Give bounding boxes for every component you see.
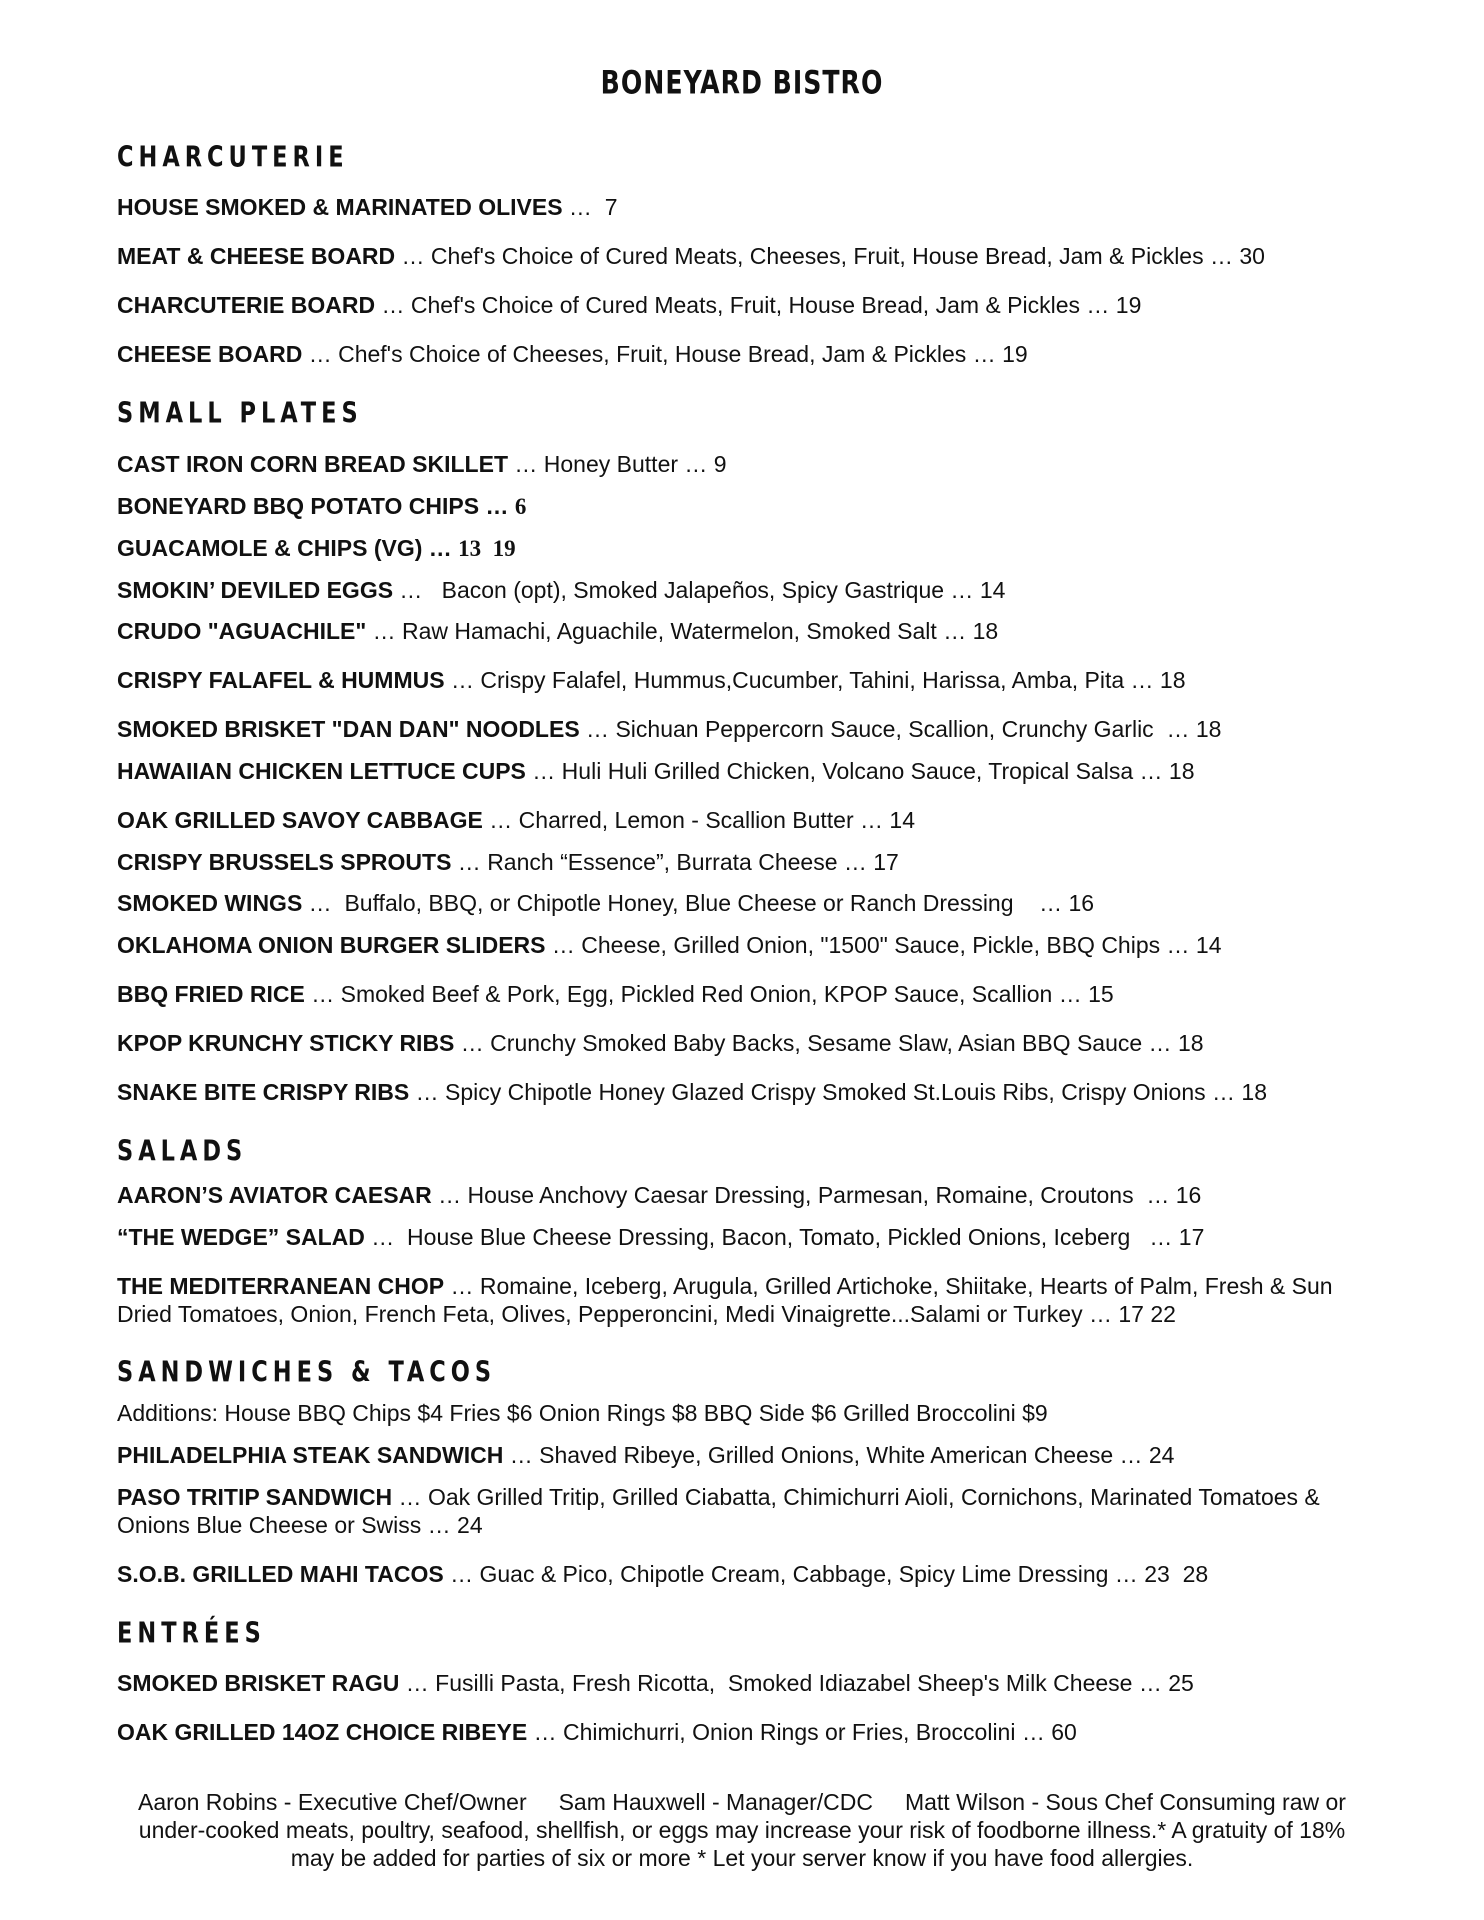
- item-price: 6: [514, 494, 527, 519]
- item-name: “THE WEDGE” SALAD: [117, 1224, 365, 1250]
- item-detail: … Charred, Lemon - Scallion Butter … 14: [482, 807, 915, 833]
- item-detail: … Huli Huli Grilled Chicken, Volcano Sauce, Tropical Salsa … 18: [525, 758, 1195, 784]
- item-name: BONEYARD BBQ POTATO CHIPS …: [117, 493, 515, 519]
- item-name: CAST IRON CORN BREAD SKILLET: [117, 451, 508, 477]
- section-heading-small-plates: SMALL PLATES: [117, 395, 363, 430]
- item-name: GUACAMOLE & CHIPS (VG) …: [117, 535, 459, 561]
- item-detail: … Shaved Ribeye, Grilled Onions, White American Cheese … 24: [503, 1442, 1175, 1468]
- item-detail: … House Anchovy Caesar Dressing, Parmesan, Romaine, Croutons … 16: [431, 1182, 1202, 1208]
- item-detail: … Smoked Beef & Pork, Egg, Pickled Red Onion, KPOP Sauce, Scallion … 15: [304, 981, 1114, 1007]
- menu-item: [117, 576, 1367, 604]
- item-name: PHILADELPHIA STEAK SANDWICH: [117, 1442, 504, 1468]
- item-name: KPOP KRUNCHY STICKY RIBS: [117, 1030, 455, 1056]
- item-detail: … Spicy Chipotle Honey Glazed Crispy Smoked St.Louis Ribs, Crispy Onions … 18: [409, 1079, 1267, 1105]
- item-name: AARON’S AVIATOR CAESAR: [117, 1182, 432, 1208]
- item-detail: … Buffalo, BBQ, or Chipotle Honey, Blue Cheese or Ranch Dressing … 16: [302, 890, 1095, 916]
- menu-item: [117, 193, 1367, 221]
- menu-item: [117, 340, 1367, 368]
- item-name: PASO TRITIP SANDWICH: [117, 1484, 393, 1510]
- item-name: OAK GRILLED 14OZ CHOICE RIBEYE: [117, 1719, 528, 1745]
- item-name: SMOKIN’ DEVILED EGGS: [117, 577, 394, 603]
- item-detail: … Cheese, Grilled Onion, "1500" Sauce, Pickle, BBQ Chips … 14: [545, 932, 1222, 958]
- item-detail: … Oak Grilled Tritip, Grilled Ciabatta, Chimichurri Aioli, Cornichons, Marinated Tomatoes & Onions Blue Cheese or Swiss … 24: [117, 1484, 1320, 1538]
- menu-item: [117, 1029, 1367, 1057]
- item-name: SMOKED WINGS: [117, 890, 303, 916]
- menu-item: [117, 617, 1367, 645]
- menu-item: [117, 1669, 1367, 1697]
- menu-item: [117, 666, 1367, 694]
- item-detail: … Crispy Falafel, Hummus,Cucumber, Tahini, Harissa, Amba, Pita … 18: [444, 667, 1186, 693]
- menu-item: [117, 1718, 1367, 1746]
- menu-item: [117, 492, 1367, 521]
- menu-item: [117, 848, 1367, 876]
- item-name: BBQ FRIED RICE: [117, 981, 305, 1007]
- menu-item: [117, 1181, 1367, 1209]
- item-name: THE MEDITERRANEAN CHOP: [117, 1273, 445, 1299]
- menu-item: [117, 889, 1367, 917]
- section-heading-charcuterie: CHARCUTERIE: [117, 139, 349, 174]
- footer-note: Aaron Robins - Executive Chef/Owner Sam Hauxwell - Manager/CDC Matt Wilson - Sous Chef Consuming raw or under-cooked meats, poultry, seafood, shellfish, or eggs may increase your risk of foodborne illness.* A gratuity of 18% may be added for parties of six or more * Let your server know if you have food allergies.: [138, 1789, 1353, 1871]
- item-detail: … Romaine, Iceberg, Arugula, Grilled Artichoke, Shiitake, Hearts of Palm, Fresh & Sun Dried Tomatoes, Onion, French Feta, Olives, Pepperoncini, Medi Vinaigrette...Salami or Turkey … 17 22: [117, 1273, 1333, 1327]
- item-name: CHARCUTERIE BOARD: [117, 292, 376, 318]
- menu-item: [117, 1272, 1337, 1328]
- section-heading-salads: SALADS: [117, 1133, 248, 1168]
- item-name: SMOKED BRISKET RAGU: [117, 1670, 400, 1696]
- restaurant-title: BONEYARD BISTRO: [600, 63, 884, 102]
- menu-item: [117, 1078, 1367, 1106]
- item-detail: … Chef's Choice of Cured Meats, Cheeses, Fruit, House Bread, Jam & Pickles … 30: [395, 243, 1265, 269]
- item-detail: … Guac & Pico, Chipotle Cream, Cabbage, Spicy Lime Dressing … 23 28: [443, 1561, 1209, 1587]
- menu-item: [117, 1560, 1367, 1588]
- menu-item: [117, 291, 1367, 319]
- item-name: S.O.B. GRILLED MAHI TACOS: [117, 1561, 444, 1587]
- item-name: OKLAHOMA ONION BURGER SLIDERS: [117, 932, 546, 958]
- item-name: HOUSE SMOKED & MARINATED OLIVES: [117, 194, 563, 220]
- menu-item: [117, 1223, 1367, 1251]
- menu-item: [117, 931, 1367, 959]
- item-name: MEAT & CHEESE BOARD: [117, 243, 396, 269]
- item-detail: … Sichuan Peppercorn Sauce, Scallion, Crunchy Garlic … 18: [579, 716, 1222, 742]
- item-name: SNAKE BITE CRISPY RIBS: [117, 1079, 410, 1105]
- menu-item: [117, 1483, 1337, 1539]
- menu-item: [117, 1441, 1367, 1469]
- item-name: CRUDO "AGUACHILE": [117, 618, 367, 644]
- menu-item: [117, 806, 1367, 834]
- item-detail: … Raw Hamachi, Aguachile, Watermelon, Smoked Salt … 18: [366, 618, 999, 644]
- item-detail: … Fusilli Pasta, Fresh Ricotta, Smoked Idiazabel Sheep's Milk Cheese … 25: [399, 1670, 1194, 1696]
- item-detail: … 7: [562, 194, 618, 220]
- item-name: CRISPY FALAFEL & HUMMUS: [117, 667, 445, 693]
- menu-item: [117, 757, 1367, 785]
- item-detail: … Chef's Choice of Cheeses, Fruit, House Bread, Jam & Pickles … 19: [302, 341, 1028, 367]
- item-detail: … Crunchy Smoked Baby Backs, Sesame Slaw, Asian BBQ Sauce … 18: [454, 1030, 1204, 1056]
- menu-item: [117, 534, 1367, 563]
- menu-item: [117, 980, 1367, 1008]
- item-detail: … Chimichurri, Onion Rings or Fries, Broccolini … 60: [527, 1719, 1077, 1745]
- item-name: OAK GRILLED SAVOY CABBAGE: [117, 807, 483, 833]
- item-detail: … Bacon (opt), Smoked Jalapeños, Spicy Gastrique … 14: [393, 577, 1006, 603]
- menu-item: [117, 242, 1367, 270]
- item-name: HAWAIIAN CHICKEN LETTUCE CUPS: [117, 758, 526, 784]
- menu-item: [117, 450, 1367, 478]
- item-name: SMOKED BRISKET "DAN DAN" NOODLES: [117, 716, 580, 742]
- item-detail: … Ranch “Essence”, Burrata Cheese … 17: [451, 849, 899, 875]
- item-detail: … House Blue Cheese Dressing, Bacon, Tomato, Pickled Onions, Iceberg … 17: [364, 1224, 1205, 1250]
- additions-line: Additions: House BBQ Chips $4 Fries $6 Onion Rings $8 BBQ Side $6 Grilled Broccolini $9: [117, 1400, 1048, 1426]
- item-name: CRISPY BRUSSELS SPROUTS: [117, 849, 452, 875]
- item-detail: … Honey Butter … 9: [508, 451, 727, 477]
- item-name: CHEESE BOARD: [117, 341, 303, 367]
- menu-item: [117, 715, 1367, 743]
- section-heading-entrees: ENTRÉES: [117, 1615, 266, 1650]
- item-price: 13 19: [458, 536, 516, 561]
- menu-page: [117, 0, 1367, 1920]
- section-heading-sandwiches-tacos: SANDWICHES & TACOS: [117, 1354, 497, 1389]
- item-detail: … Chef's Choice of Cured Meats, Fruit, House Bread, Jam & Pickles … 19: [375, 292, 1142, 318]
